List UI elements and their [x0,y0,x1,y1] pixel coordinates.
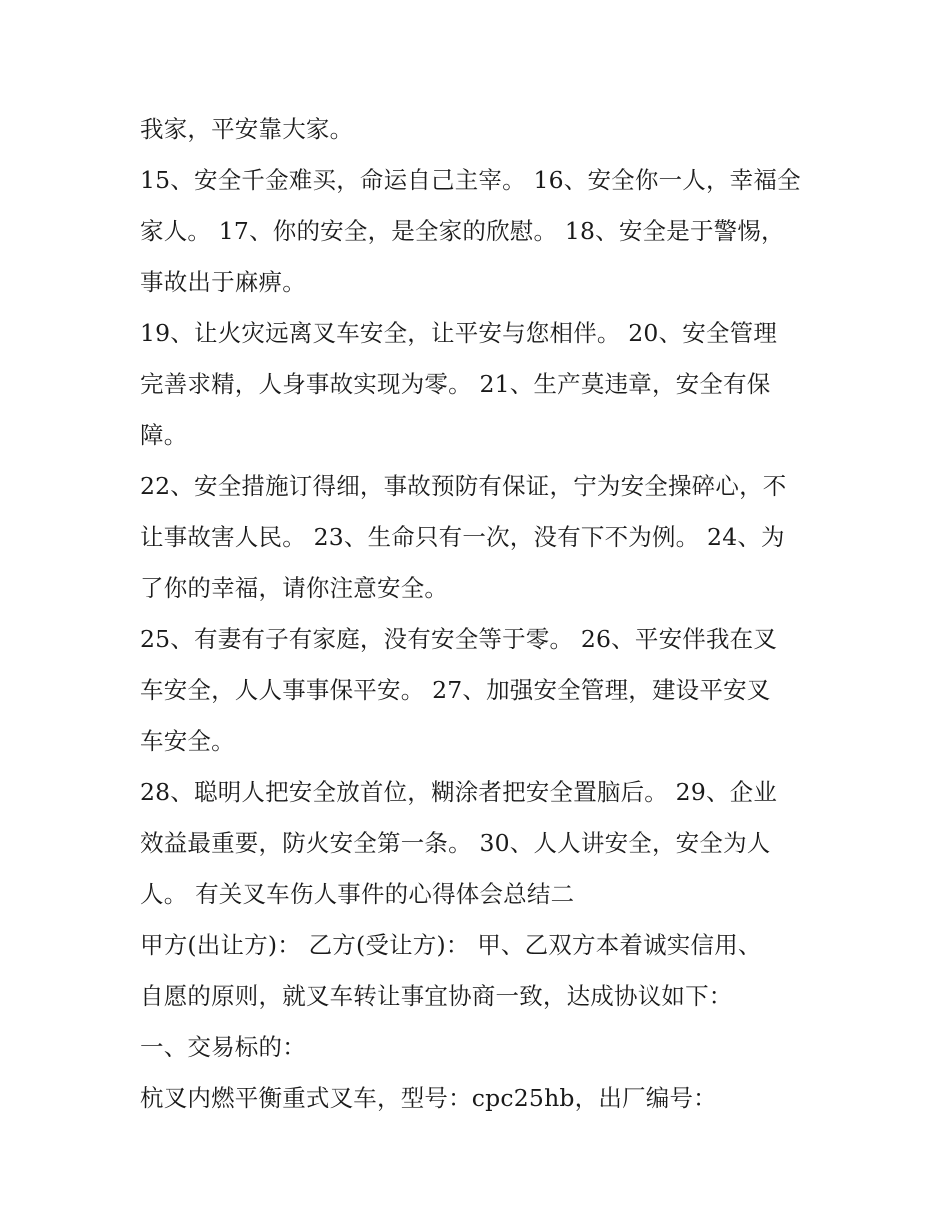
text-line: 障。 [140,421,188,449]
text-line: 25、有妻有子有家庭，没有安全等于零。 26、平安伴我在叉 [140,625,778,653]
text-line: 人。 有关叉车伤人事件的心得体会总结二 [140,880,575,908]
text-line: 车安全。 [140,727,235,755]
text-line: 19、让火灾远离叉车安全，让平安与您相伴。 20、安全管理 [140,319,778,347]
text-line: 28、聪明人把安全放首位，糊涂者把安全置脑后。 29、企业 [140,778,778,806]
text-line: 效益最重要，防火安全第一条。 30、人人讲安全，安全为人 [140,829,771,857]
text-line: 甲方(出让方)： 乙方(受让方)： 甲、乙双方本着诚实信用、 [140,931,762,959]
text-line: 杭叉内燃平衡重式叉车，型号：cpc25hb，出厂编号： [140,1084,717,1112]
text-line: 事故出于麻痹。 [140,268,306,296]
text-line: 自愿的原则，就叉车转让事宜协商一致，达成协议如下： [140,982,733,1010]
text-line: 家人。 17、你的安全，是全家的欣慰。 18、安全是于警惕， [140,217,785,245]
text-line: 了你的幸福，请你注意安全。 [140,574,449,602]
text-line: 完善求精，人身事故实现为零。 21、生产莫违章，安全有保 [140,370,771,398]
text-line: 车安全，人人事事保平安。 27、加强安全管理，建设平安叉 [140,676,771,704]
text-line: 一、交易标的： [140,1033,306,1061]
text-line: 15、安全千金难买，命运自己主宰。 16、安全你一人，幸福全 [140,166,801,194]
document-body [140,104,820,1124]
text-line: 22、安全措施订得细，事故预防有保证，宁为安全操碎心，不 [140,472,787,500]
text-line: 我家，平安靠大家。 [140,115,354,143]
text-line: 让事故害人民。 23、生命只有一次，没有下不为例。 24、为 [140,523,785,551]
